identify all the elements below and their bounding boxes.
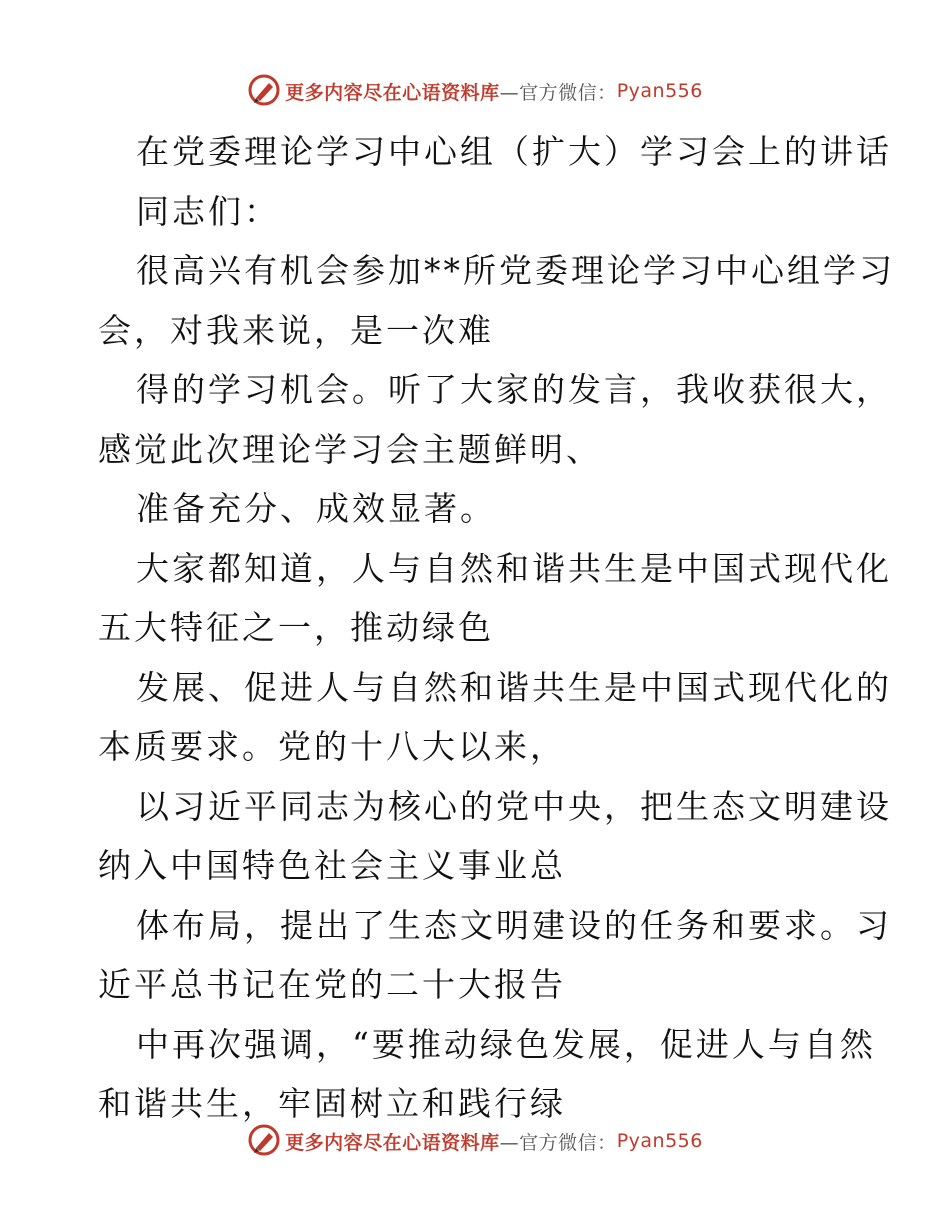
document-text-line: 纳入中国特色社会主义事业总 [98, 846, 566, 885]
document-text-line: 五大特征之一，推动绿色 [98, 608, 494, 647]
pen-logo-icon [247, 73, 281, 107]
document-text-line: 会，对我来说，是一次难 [98, 310, 494, 350]
document-text-line: 本质要求。党的十八大以来， [98, 727, 566, 766]
document-text-line: 在党委理论学习中心组（扩大）学习会上的讲话 [136, 132, 892, 171]
header-watermark-banner [0, 70, 950, 110]
document-text-line: 同志们： [136, 191, 280, 231]
pen-logo-icon [247, 1123, 281, 1157]
document-text-line: 大家都知道，人与自然和谐共生是中国式现代化 [136, 548, 892, 588]
document-text-line: 体布局，提出了生态文明建设的任务和要求。习 [136, 905, 892, 945]
document-text-line: 发展、促进人与自然和谐共生是中国式现代化的 [136, 667, 892, 707]
header-banner-wechat-id: Pyan556 [616, 80, 703, 102]
document-text-line: 感觉此次理论学习会主题鲜明、 [98, 429, 602, 469]
footer-banner-site-text: 更多内容尽在心语资料库 [285, 1131, 500, 1154]
document-text-line: 很高兴有机会参加**所党委理论学习中心组学习 [136, 251, 895, 290]
footer-banner-wechat-label: —官方微信： [499, 1131, 617, 1154]
document-text-line: 和谐共生，牢固树立和践行绿 [98, 1084, 566, 1123]
document-text-line: 准备充分、成效显著。 [136, 489, 496, 528]
footer-watermark-banner [0, 1120, 950, 1160]
header-banner-wechat-label: —官方微信： [499, 81, 617, 104]
footer-banner-wechat-id: Pyan556 [616, 1130, 703, 1152]
document-text-line: 以习近平同志为核心的党中央，把生态文明建设 [136, 786, 892, 826]
document-body [98, 122, 895, 1134]
document-text-line: 中再次强调，“要推动绿色发展，促进人与自然 [136, 1024, 876, 1064]
document-text-line: 得的学习机会。听了大家的发言，我收获很大， [136, 370, 892, 409]
header-banner-site-text: 更多内容尽在心语资料库 [285, 81, 500, 104]
document-text-line: 近平总书记在党的二十大报告 [98, 965, 566, 1004]
